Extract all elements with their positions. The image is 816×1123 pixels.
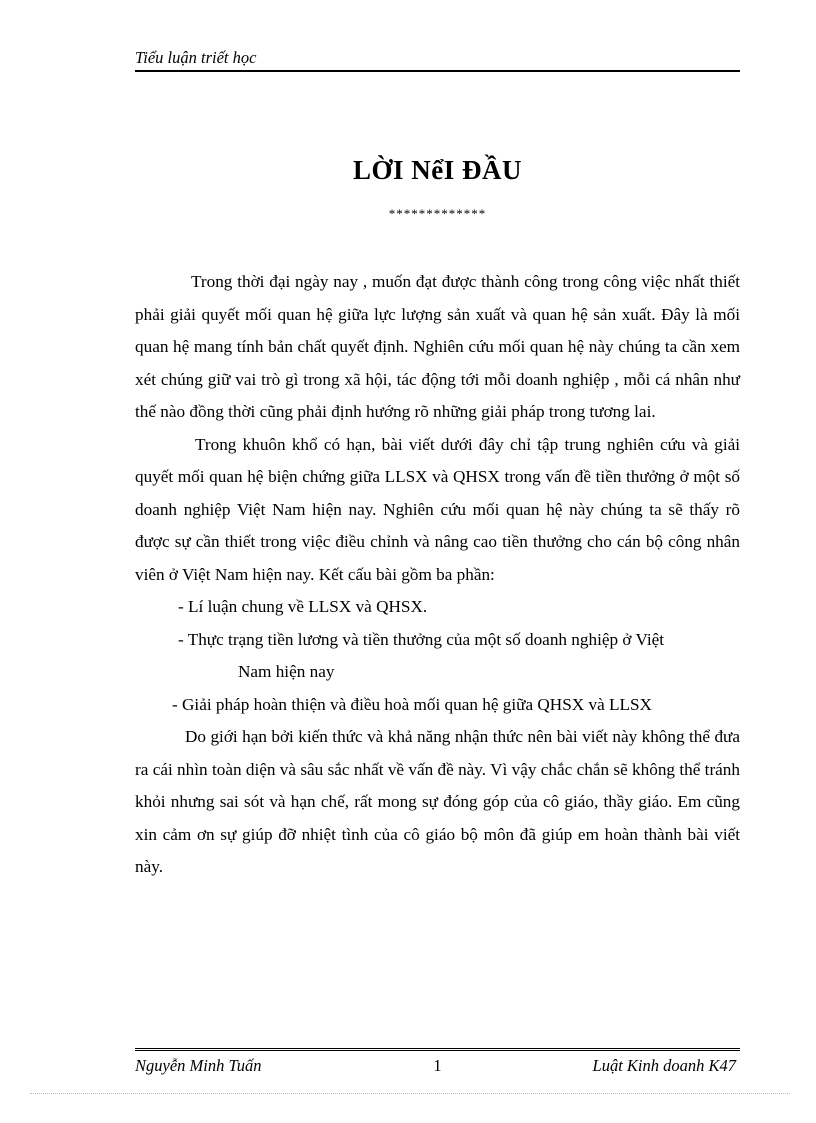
page-number: 1 — [433, 1056, 442, 1075]
footer-author: Nguyễn Minh Tuấn — [135, 1056, 262, 1075]
footer-course: Luật Kinh doanh K47 — [592, 1056, 736, 1075]
list-item: - Thực trạng tiền lương và tiền thưởng của một số doanh nghiệp ở Việt — [178, 629, 665, 649]
list-item-continuation: Nam hiện nay — [238, 662, 335, 681]
paragraph-scope: Trong khuôn khổ có hạn, bài viết dưới đây chỉ tập trung nghiên cứu và giải quyết mối quan hệ biện chứng giữa LLSX và QHSX trong vấn đề tiền thưởng ở một số doanh nghiệp Việt Nam hiện nay. Nghiên cứu mối quan hệ này chúng ta sẽ thấy rõ được sự cần thiết trong việc điều chỉnh và nâng cao tiền thưởng cho cán bộ công nhân viên ở Việt Nam hiện nay. Kết cấu bài gồm ba phần: — [135, 434, 740, 584]
page-header — [135, 48, 740, 72]
document-title: LỜI NểI ĐẦU — [352, 155, 522, 185]
list-item: - Giải pháp hoàn thiện và điều hoà mối quan hệ giữa QHSX và LLSX — [172, 694, 652, 714]
page-footer — [135, 1048, 740, 1080]
header-title: Tiểu luận triết học — [135, 48, 257, 67]
paragraph-closing: Do giới hạn bởi kiến thức và khả năng nhận thức nên bài viết này không thể đưa ra cái nhìn toàn diện và sâu sắc nhất về vấn đề này. Vì vậy chắc chắn sẽ không thể tránh khỏi nhưng sai sót và hạn chế, rất mong sự đóng góp của cô giáo, thầy giáo. Em cũng xin cảm ơn sự giúp đỡ nhiệt tình của cô giáo bộ môn đã giúp em hoàn thành bài viết này. — [135, 727, 740, 876]
page-bottom-divider — [30, 1093, 790, 1094]
document-body — [135, 266, 740, 884]
list-item: - Lí luận chung về LLSX và QHSX. — [178, 597, 428, 616]
paragraph-intro: Trong thời đại ngày nay , muốn đạt được thành công trong công việc nhất thiết phải giải quyết mối quan hệ giữa lực lượng sản xuất và quan hệ sản xuất. Đây là mối quan hệ mang tính bản chất quyết định. Nghiên cứu mối quan hệ này chúng ta cần xem xét chúng giữ vai trò gì trong xã hội, tác động tới mỗi doanh nghiệp , mỗi cá nhân như thế nào đồng thời cũng phải định hướng rõ những giải pháp trong tương lai. — [135, 272, 740, 421]
title-separator: ************* — [388, 206, 487, 221]
